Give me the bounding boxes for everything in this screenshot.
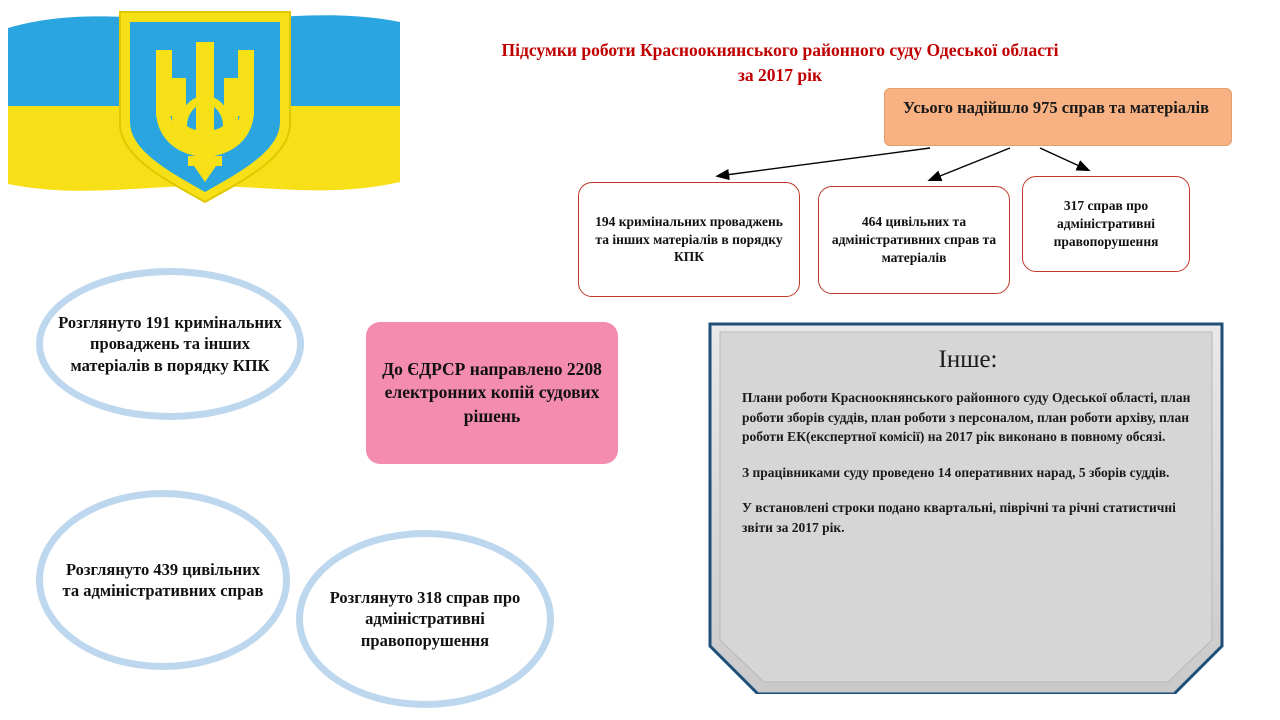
reviewed-criminal-ellipse: Розглянуто 191 кримінальних проваджень та інших матеріалів в порядку КПК <box>36 268 304 420</box>
breakdown-box-criminal: 194 кримінальних проваджень та інших матеріалів в порядку КПК <box>578 182 800 297</box>
total-cases-box: Усього надійшло 975 справ та матеріалів <box>884 88 1232 146</box>
edrsr-copies-box: До ЄДРСР направлено 2208 електронних копій судових рішень <box>366 322 618 464</box>
slide-title-line-1: Підсумки роботи Красноокнянського районного суду Одеської області <box>501 40 1059 60</box>
other-info-paragraph-3: У встановлені строки подано квартальні, піврічні та річні статистичні звіти за 2017 рік. <box>742 500 1176 535</box>
breakdown-box-administrative-offences: 317 справ про адміністративні правопорушення <box>1022 176 1190 272</box>
other-info-panel <box>700 316 1232 694</box>
reviewed-administrative-ellipse: Розглянуто 318 справ про адміністративні правопорушення <box>296 530 554 708</box>
other-info-heading: Інше: <box>938 346 998 373</box>
slide-title <box>380 38 1180 89</box>
reviewed-civil-ellipse: Розглянуто 439 цивільних та адміністративних справ <box>36 490 290 670</box>
other-info-content <box>720 330 1212 670</box>
breakdown-box-civil-administrative: 464 цивільних та адміністративних справ та матеріалів <box>818 186 1010 294</box>
slide-title-line-2: за 2017 рік <box>737 65 823 86</box>
other-info-paragraph-2: З працівниками суду проведено 14 оперативних нарад, 5 зборів суддів. <box>742 464 1170 480</box>
ukraine-flag-emblem-icon <box>8 6 400 206</box>
other-info-paragraph-1: Плани роботи Красноокнянського районного суду Одеської області, план роботи зборів суддів, план роботи з персоналом, план роботи архіву, план роботи ЕК(експертної комісії) на 2017 рік виконано в повному обсязі. <box>742 390 1191 445</box>
